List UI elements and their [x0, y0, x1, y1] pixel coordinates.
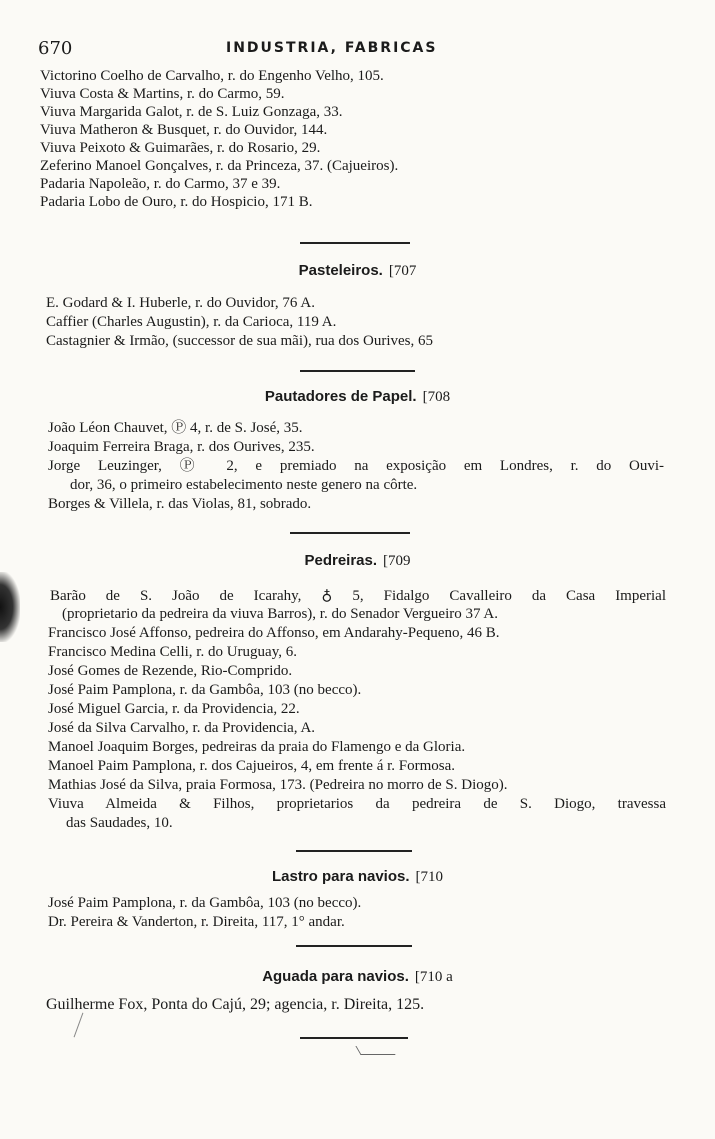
binding-shadow	[0, 572, 20, 642]
entry-line: João Léon Chauvet, Ⓟ 4, r. de S. José, 35.	[48, 420, 303, 436]
section-title: Aguada para navios.	[262, 968, 409, 985]
section-ref: [709	[383, 553, 411, 569]
entry-line: E. Godard & I. Huberle, r. do Ouvidor, 76 A.	[46, 295, 315, 311]
entry-line: Viuva Almeida & Filhos, proprietarios da pedreira de S. Diogo, travessa	[48, 796, 666, 812]
section-divider	[296, 945, 412, 947]
pencil-mark	[74, 1013, 84, 1038]
section-title: Pasteleiros.	[298, 262, 383, 279]
entry-line: Castagnier & Irmão, (successor de sua mãi), rua dos Ourives, 65	[46, 333, 433, 349]
entry-line: Dr. Pereira & Vanderton, r. Direita, 117, 1° andar.	[48, 914, 345, 930]
entry-line: Manoel Joaquim Borges, pedreiras da praia do Flamengo e da Gloria.	[48, 739, 466, 755]
entry-line-continued: (proprietario da pedreira da viuva Barros), r. do Senador Vergueiro 37 A.	[62, 606, 498, 622]
entry-line-continued: dor, 36, o primeiro estabelecimento neste genero na côrte.	[70, 477, 418, 493]
section-ref: [710 a	[414, 969, 453, 985]
entry-line: Guilherme Fox, Ponta do Cajú, 29; agencia, r. Direita, 125.	[46, 996, 425, 1013]
ink-flourish	[355, 1046, 395, 1055]
entry-line: Viuva Margarida Galot, r. de S. Luiz Gonzaga, 33.	[40, 104, 343, 120]
entry-line: Francisco José Affonso, pedreira do Affonso, em Andarahy-Pequeno, 46 B.	[48, 625, 500, 641]
section-heading-pasteleiros	[0, 262, 715, 280]
section-heading-pautadores	[0, 388, 715, 406]
entry-line: José Paim Pamplona, r. da Gambôa, 103 (no becco).	[48, 895, 362, 911]
entry-line: José Paim Pamplona, r. da Gambôa, 103 (no becco).	[48, 682, 362, 698]
entry-line: José da Silva Carvalho, r. da Providencia, A.	[48, 720, 316, 736]
entry-line: Viuva Peixoto & Guimarães, r. do Rosario, 29.	[40, 140, 321, 156]
section-title: Pedreiras.	[304, 552, 378, 569]
entry-line: Padaria Napoleão, r. do Carmo, 37 e 39.	[40, 176, 281, 192]
section-ref: [707	[388, 263, 417, 279]
entry-line: Padaria Lobo de Ouro, r. do Hospicio, 171 B.	[40, 194, 313, 210]
section-divider	[300, 1037, 408, 1039]
running-title: INDUSTRIA, FABRICAS	[226, 40, 438, 56]
entry-line: Jorge Leuzinger, Ⓟ 2, e premiado na exposição em Londres, r. do Ouvi-	[48, 458, 664, 474]
section-divider	[290, 532, 410, 534]
entry-line: Caffier (Charles Augustin), r. da Carioca, 119 A.	[46, 314, 337, 330]
entry-line: Manoel Paim Pamplona, r. dos Cajueiros, 4, em frente á r. Formosa.	[48, 758, 456, 774]
section-heading-lastro	[0, 868, 715, 886]
entry-line-continued: das Saudades, 10.	[66, 815, 173, 831]
section-heading-aguada	[0, 968, 715, 986]
section-ref: [708	[422, 389, 451, 405]
page-number: 670	[38, 38, 73, 59]
entry-line: José Miguel Garcia, r. da Providencia, 22.	[48, 701, 300, 717]
section-ref: [710	[415, 869, 444, 885]
entry-line: Borges & Villela, r. das Violas, 81, sobrado.	[48, 496, 312, 512]
section-title: Pautadores de Papel.	[264, 388, 417, 405]
section-divider	[296, 850, 412, 852]
section-divider	[300, 242, 410, 244]
section-title: Lastro para navios.	[271, 868, 410, 885]
entry-line: Viuva Costa & Martins, r. do Carmo, 59.	[40, 86, 285, 102]
entry-line: Mathias José da Silva, praia Formosa, 173. (Pedreira no morro de S. Diogo).	[48, 777, 508, 793]
page-header	[38, 38, 668, 60]
entry-line: José Gomes de Rezende, Rio-Comprido.	[48, 663, 293, 679]
entry-line: Victorino Coelho de Carvalho, r. do Engenho Velho, 105.	[40, 68, 384, 84]
entry-line: Barão de S. João de Icarahy, ♁ 5, Fidalgo Cavalleiro da Casa Imperial	[50, 588, 666, 604]
section-divider	[300, 370, 415, 372]
entry-line: Viuva Matheron & Busquet, r. do Ouvidor, 144.	[40, 122, 328, 138]
section-heading-pedreiras	[0, 552, 715, 570]
entry-line: Zeferino Manoel Gonçalves, r. da Princeza, 37. (Cajueiros).	[40, 158, 399, 174]
entry-line: Joaquim Ferreira Braga, r. dos Ourives, 235.	[48, 439, 315, 455]
entry-line: Francisco Medina Celli, r. do Uruguay, 6.	[48, 644, 297, 660]
